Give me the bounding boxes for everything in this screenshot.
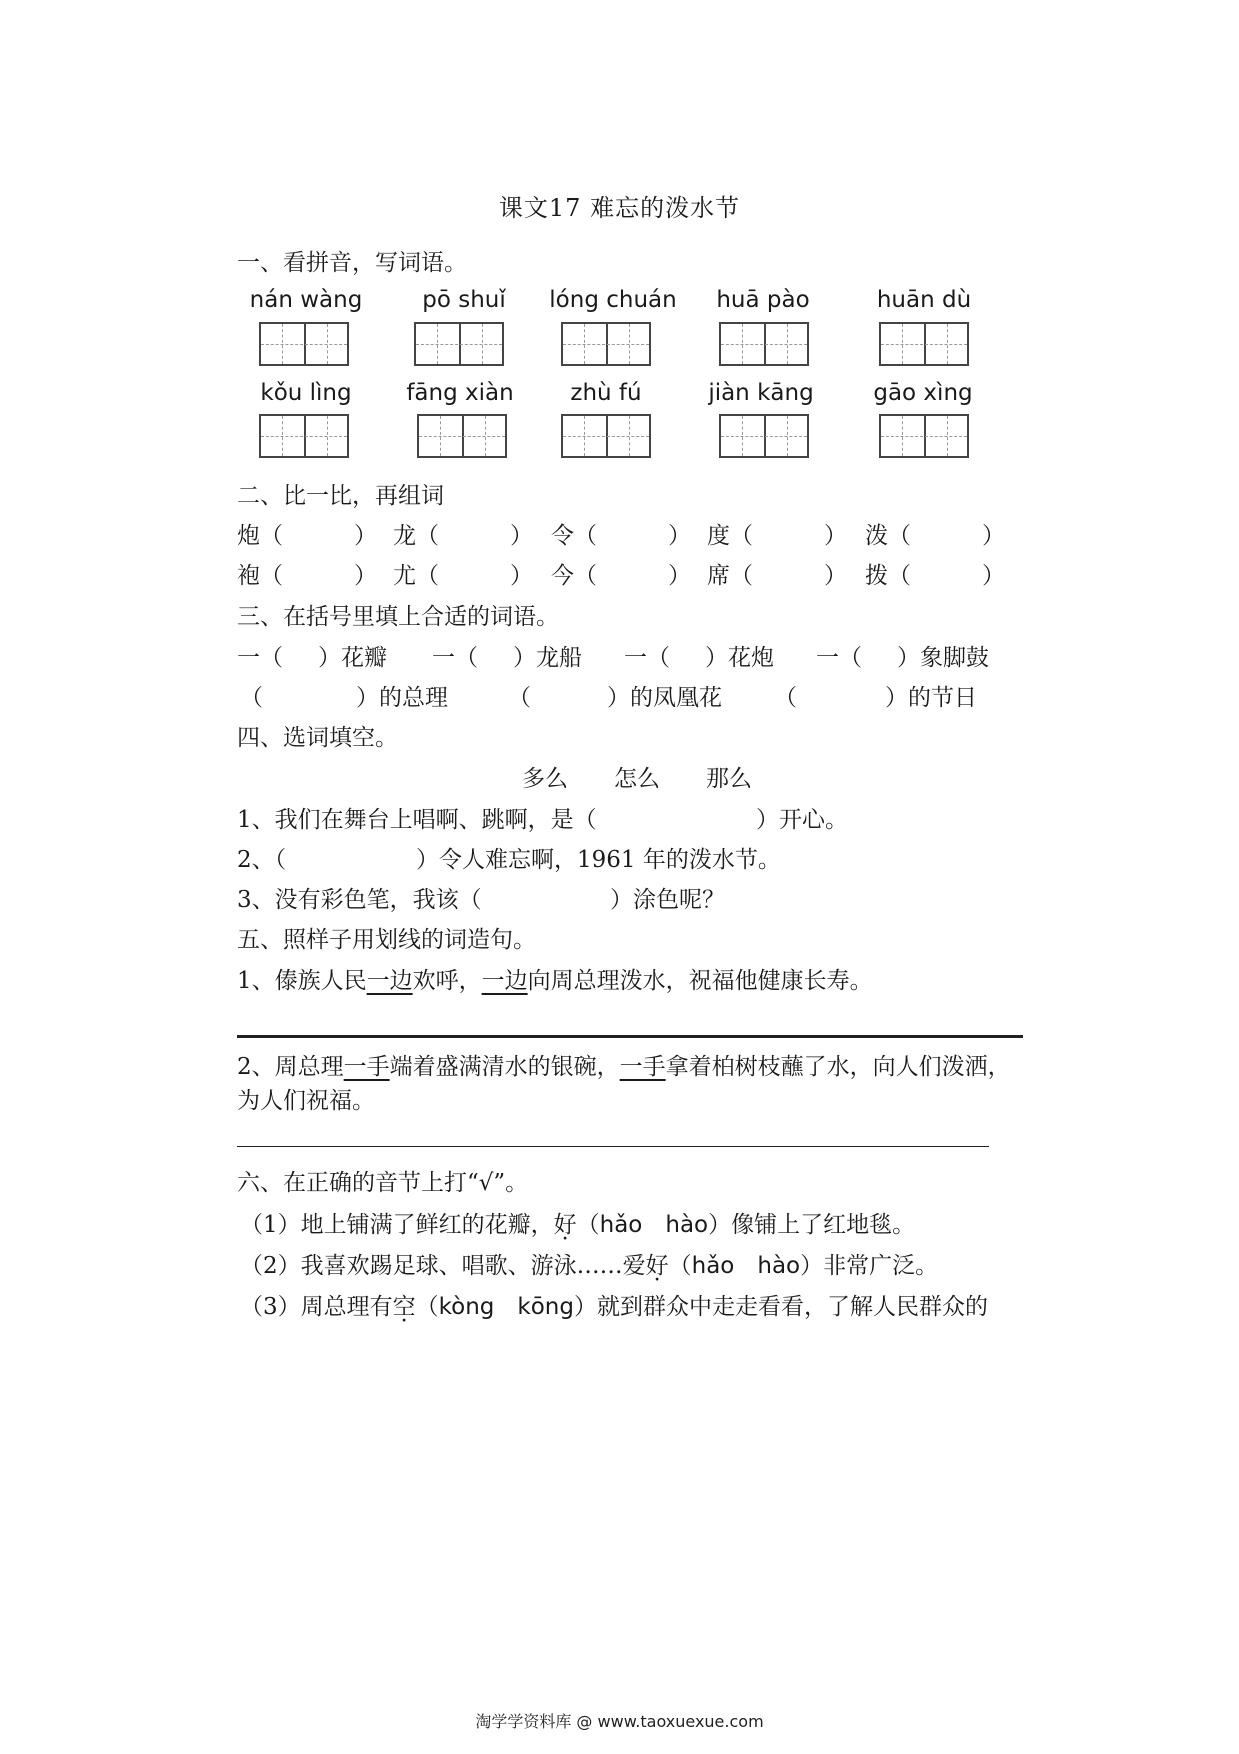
blank-close: ） [982,523,1005,549]
writing-grid[interactable] [561,322,651,366]
fill-suffix: ）花瓣 [318,645,387,671]
section1-heading: 一、看拼音，写词语。 [237,250,467,276]
fill-suffix: ）花炮 [705,645,774,671]
compare-char: 令（ [551,523,597,549]
pinyin-question: （3）周总理有空（kòng kōng）就到群众中走走看看，了解人民群众的 [240,1294,988,1320]
fill-suffix: ）的节日 [885,685,977,711]
example-sentence: 1、傣族人民一边欢呼，一边向周总理泼水，祝福他健康长寿。 [237,968,873,994]
section3-heading: 三、在括号里填上合适的词语。 [237,604,559,630]
pinyin-label: pō shuǐ [422,287,506,313]
pinyin-label: huā pào [716,287,810,313]
writing-grid[interactable] [561,414,651,458]
marked-char: 好 [553,1212,577,1238]
pinyin-label: gāo xìng [873,380,973,406]
pinyin-question: （1）地上铺满了鲜红的花瓣，好（hǎo hào）像铺上了红地毯。 [240,1212,916,1238]
fill-prefix: 一（ [237,645,283,671]
fill-suffix: ）的凤凰花 [607,685,722,711]
pinyin-label: huān dù [876,287,972,313]
pinyin-label: lóng chuán [549,287,677,313]
answer-line[interactable] [237,1146,989,1147]
section5-heading: 五、照样子用划线的词造句。 [237,927,536,953]
compare-char: 拨（ [865,563,911,589]
pinyin-label: nán wàng [249,287,363,313]
word-choices: 多么 怎么 那么 [522,766,752,792]
fill-prefix: （ [240,685,263,711]
pinyin-label: jiàn kāng [708,380,814,406]
pinyin-options[interactable]: hǎo hào [691,1253,801,1279]
compare-char: 袍（ [237,563,283,589]
blank-close: ） [824,523,847,549]
question-text: ）令人难忘啊，1961 年的泼水节。 [416,847,781,873]
marked-char: 好 [645,1253,669,1279]
underlined-word: 一边 [481,968,528,994]
writing-grid[interactable] [719,414,809,458]
compare-char: 度（ [707,523,753,549]
fill-suffix: ）的总理 [356,685,448,711]
underlined-word: 一边 [366,968,413,994]
question-text: 2、（ [237,847,287,873]
pinyin-label: kǒu lìng [260,380,352,406]
question-text: ）开心。 [756,807,848,833]
writing-grid[interactable] [259,414,349,458]
page-title: 课文17 难忘的泼水节 [498,194,741,222]
marked-char: 空 [392,1294,416,1320]
underlined-word: 一手 [619,1054,666,1080]
answer-line[interactable] [237,1035,1023,1038]
underlined-word: 一手 [343,1054,390,1080]
writing-grid[interactable] [719,322,809,366]
blank-close: ） [668,523,691,549]
blank-close: ） [510,563,533,589]
example-sentence-cont: 为人们祝福。 [237,1088,375,1114]
blank-close: ） [354,563,377,589]
writing-grid[interactable] [879,414,969,458]
question-text: 1、我们在舞台上唱啊、跳啊，是（ [237,807,597,833]
fill-suffix: ）象脚鼓 [897,645,989,671]
section4-heading: 四、选词填空。 [237,725,398,751]
compare-char: 炮（ [237,523,283,549]
question-text: ）涂色呢？ [610,887,725,913]
pinyin-label: zhù fú [570,380,642,406]
pinyin-label: fāng xiàn [406,380,514,406]
compare-char: 尤（ [393,563,439,589]
section2-heading: 二、比一比，再组词 [237,483,444,509]
blank-close: ） [824,563,847,589]
fill-suffix: ）龙船 [513,645,582,671]
compare-char: 泼（ [865,523,911,549]
fill-prefix: 一（ [432,645,478,671]
blank-close: ） [354,523,377,549]
footer-watermark: 淘学学资料库 @ www.taoxuexue.com [475,1712,764,1731]
pinyin-question: （2）我喜欢踢足球、唱歌、游泳……爱好（hǎo hào）非常广泛。 [240,1253,939,1279]
question-text: 3、没有彩色笔，我该（ [237,887,482,913]
fill-prefix: （ [508,685,531,711]
writing-grid[interactable] [259,322,349,366]
blank-close: ） [982,563,1005,589]
blank-close: ） [668,563,691,589]
fill-prefix: 一（ [624,645,670,671]
section6-heading: 六、在正确的音节上打“√”。 [237,1170,529,1196]
pinyin-options[interactable]: hǎo hào [599,1212,709,1238]
writing-grid[interactable] [414,322,504,366]
example-sentence: 2、周总理一手端着盛满清水的银碗，一手拿着柏树枝蘸了水，向人们泼洒， [237,1054,1011,1080]
fill-prefix: 一（ [816,645,862,671]
compare-char: 席（ [707,563,753,589]
blank-close: ） [510,523,533,549]
writing-grid[interactable] [879,322,969,366]
compare-char: 今（ [551,563,597,589]
compare-char: 龙（ [393,523,439,549]
fill-prefix: （ [774,685,797,711]
writing-grid[interactable] [417,414,507,458]
pinyin-options[interactable]: kòng kōng [438,1294,574,1320]
